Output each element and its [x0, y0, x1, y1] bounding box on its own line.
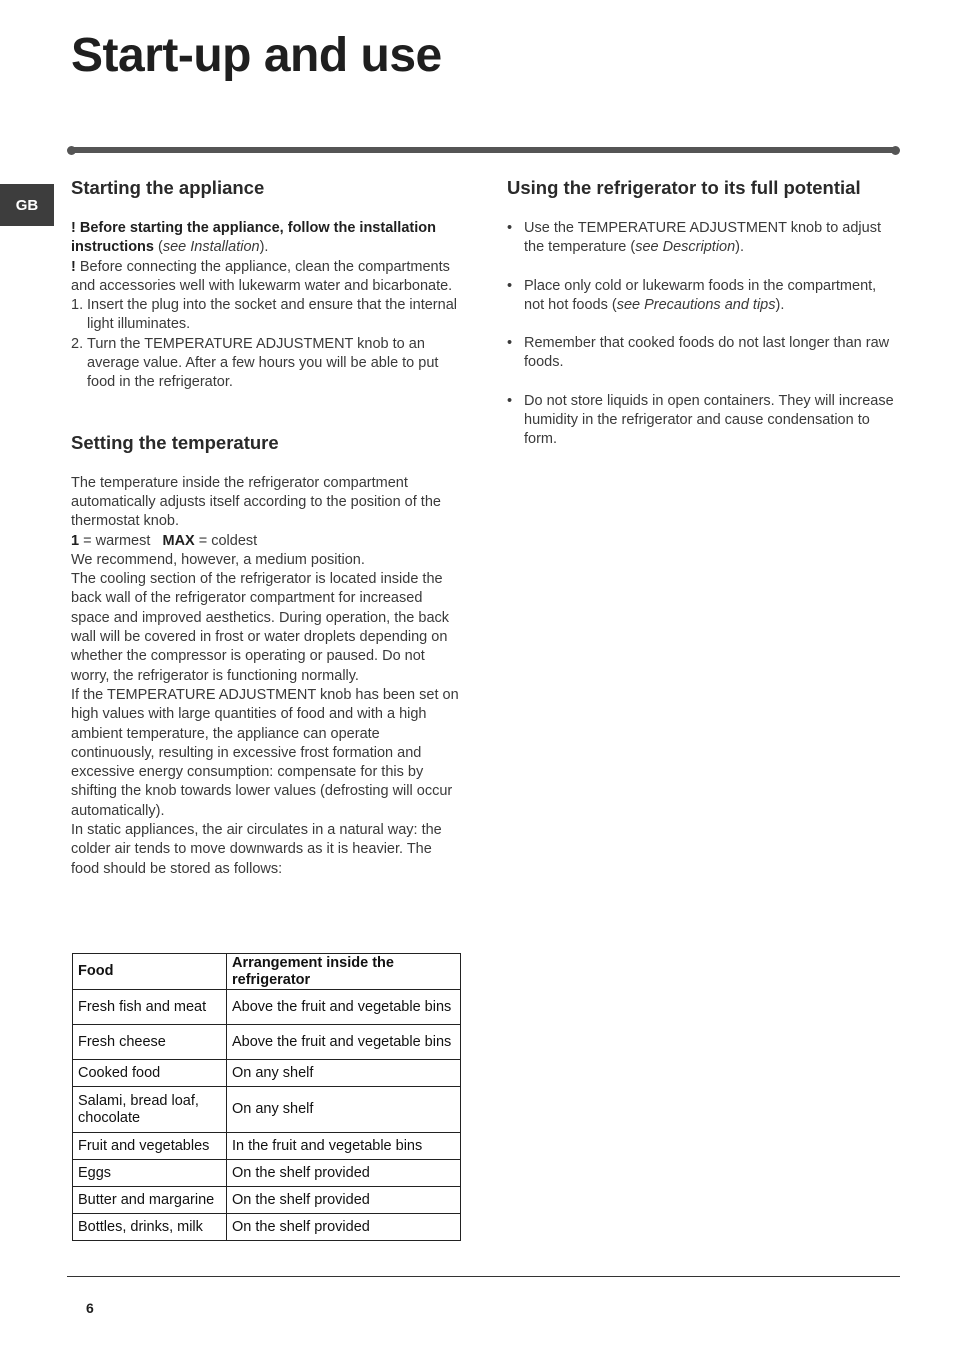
list-item: 1. Insert the plug into the socket and ensure that the internal light illuminates. — [71, 297, 457, 333]
table-row — [73, 1087, 461, 1133]
table-cell: Fruit and vegetables — [73, 1133, 227, 1160]
bullet-icon: • — [507, 220, 513, 236]
table-row — [73, 1060, 461, 1087]
table-cell: Fresh cheese — [73, 1025, 227, 1060]
warning-mark: ! — [71, 258, 76, 275]
table-row — [73, 990, 461, 1025]
installation-reference: see Installation — [162, 239, 260, 256]
bullet-icon: • — [507, 392, 513, 409]
language-tab: GB — [0, 184, 54, 226]
divider-bar — [71, 147, 896, 153]
table-cell: Eggs — [73, 1160, 227, 1187]
table-row — [73, 1187, 461, 1214]
section-heading-temperature: Setting the temperature — [71, 431, 279, 453]
precautions-reference: see Precautions and tips — [616, 296, 776, 313]
tips-list — [507, 219, 899, 450]
start-steps-list — [71, 296, 463, 392]
table-cell: On the shelf provided — [227, 1214, 461, 1241]
paragraph: If the TEMPERATURE ADJUSTMENT knob has been set on high values with large quantities of food and with a high ambient temperature, the appliance can operate continuously, resulting in excessive frost formation and excessive energy consumption: compensate for this by shifting the knob towards lower values (defrosting will occur automatically). — [71, 686, 459, 819]
table-header-row — [73, 954, 461, 990]
footer-divider — [67, 1276, 900, 1277]
temperature-section — [71, 431, 463, 879]
table-cell: On the shelf provided — [227, 1187, 461, 1214]
table-header-cell: Arrangement inside the refrigerator — [227, 954, 461, 990]
section-heading-full-potential: Using the refrigerator to its full potential — [507, 177, 861, 198]
table-cell: Fresh fish and meat — [73, 990, 227, 1025]
table-row — [73, 1160, 461, 1187]
table-cell: Butter and margarine — [73, 1187, 227, 1214]
list-item: • Do not store liquids in open containers. They will increase humidity in the refrigerator and cause condensation to form. — [507, 392, 894, 448]
paragraph: We recommend, however, a medium position. — [71, 551, 365, 568]
left-column — [71, 176, 463, 879]
cleaning-warning-text: Before connecting the appliance, clean the compartments and accessories well with lukewarm water and bicarbonate. — [71, 258, 453, 294]
table-row — [73, 1025, 461, 1060]
page-number: 6 — [86, 1300, 94, 1316]
table-cell: Cooked food — [73, 1060, 227, 1087]
list-item: • Use the TEMPERATURE ADJUSTMENT knob to adjust the temperature (see Description). — [507, 220, 881, 256]
table-cell: On any shelf — [227, 1087, 461, 1133]
table-cell: In the fruit and vegetable bins — [227, 1133, 461, 1160]
table-row — [73, 1214, 461, 1241]
table-cell: On any shelf — [227, 1060, 461, 1087]
table-cell: On the shelf provided — [227, 1160, 461, 1187]
installation-warning-bold: ! Before starting the appliance, follow the installation instructions — [71, 220, 436, 256]
divider-end-dot — [891, 146, 900, 155]
bullet-icon: • — [507, 277, 513, 294]
table-row — [73, 1133, 461, 1160]
page-title: Start-up and use — [71, 29, 442, 82]
list-item: 2. Turn the TEMPERATURE ADJUSTMENT knob to an average value. After a few hours you will be able to put food in the refrigerator. — [71, 335, 439, 391]
paragraph: In static appliances, the air circulates in a natural way: the colder air tends to move downwards as it is heavier. The food should be stored as follows: — [71, 822, 442, 877]
table-cell: Bottles, drinks, milk — [73, 1214, 227, 1241]
bullet-icon: • — [507, 335, 513, 352]
table-cell: Above the fruit and vegetable bins — [227, 1025, 461, 1060]
installation-warning: ! Before starting the appliance, follow the installation instructions (see Installation). — [71, 220, 436, 256]
list-item: • Remember that cooked foods do not last longer than raw foods. — [507, 335, 890, 371]
cleaning-warning — [71, 258, 463, 297]
table-cell: Salami, bread loaf, chocolate — [73, 1087, 227, 1133]
description-reference: see Description — [635, 239, 736, 256]
paragraph: The temperature inside the refrigerator compartment automatically adjusts itself according to the position of the thermostat knob. — [71, 474, 441, 530]
right-column — [507, 176, 899, 469]
table-header-cell: Food — [73, 954, 227, 990]
header-divider — [67, 146, 900, 154]
list-item: • Place only cold or lukewarm foods in the compartment, not hot foods (see Precautions and tips). — [507, 277, 877, 313]
table-cell: Above the fruit and vegetable bins — [227, 990, 461, 1025]
food-storage-table — [72, 953, 461, 1241]
section-heading-starting: Starting the appliance — [71, 177, 265, 198]
paragraph: The cooling section of the refrigerator is located inside the back wall of the refrigerator compartment for increased space and improved aesthetics. During operation, the back wall will be covered in frost or water droplets depending on whether the compressor is operating or paused. Do not worry, the refrigerator is functioning normally. — [71, 571, 450, 684]
temperature-scale: 1 = warmest MAX = coldest — [71, 532, 258, 549]
